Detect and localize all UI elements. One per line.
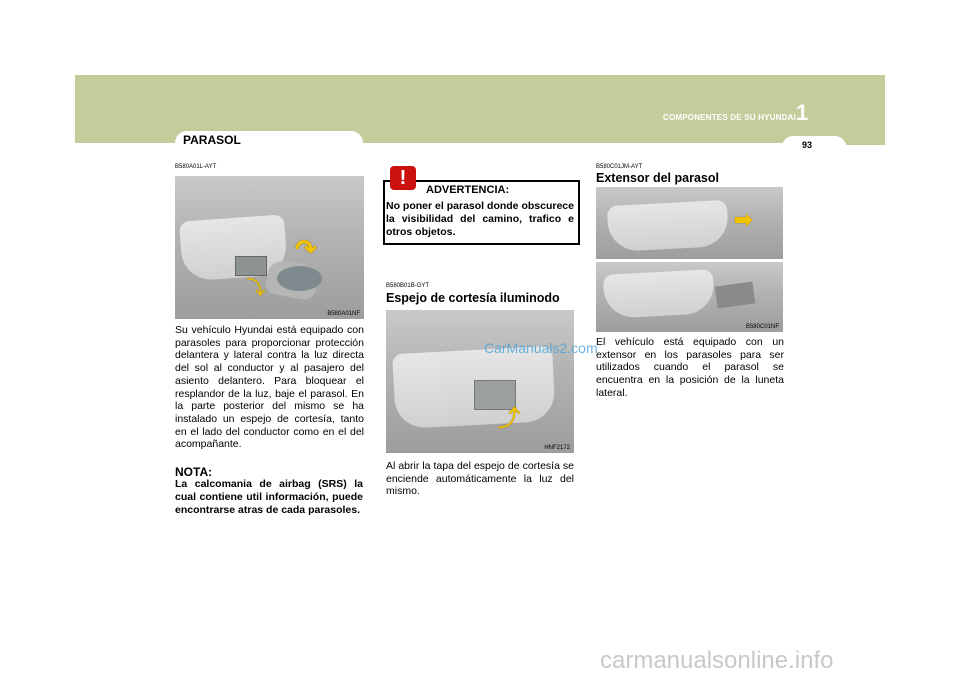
right-code: B580C01JM-AYT <box>596 164 643 170</box>
extensor-photo-top <box>596 187 783 259</box>
note-title: NOTA: <box>175 465 213 479</box>
arrow-up-icon: ⤴ <box>498 406 521 431</box>
extensor-photo-bottom <box>596 262 783 332</box>
warning-title: ADVERTENCIA: <box>426 184 510 196</box>
section-title: PARASOL <box>183 133 241 147</box>
image-label: B580A01NF <box>327 311 360 317</box>
note-text: La calcomania de airbag (SRS) la cual contiene util información, puede encontrarse atras de cada parasoles. <box>175 478 363 516</box>
right-title: Extensor del parasol <box>596 171 719 185</box>
watermark-overlay: CarManuals2.com <box>484 340 598 356</box>
left-code: B580A01L-AYT <box>175 164 217 170</box>
sun-visor-photo <box>175 176 364 319</box>
header-band-tab <box>846 75 885 145</box>
visor-extension <box>715 281 756 308</box>
right-body-text: El vehículo está equipado con un extensor en los parasoles para ser utilizados cuando el parasol se encuentra en la posición de la luneta lateral. <box>596 336 784 399</box>
image-label: HNF2172 <box>544 445 570 451</box>
arrow-curve-icon: ↷ <box>295 234 317 264</box>
chapter-title: COMPONENTES DE SU HYUNDAI <box>662 113 796 122</box>
chapter-number: 1 <box>796 100 809 125</box>
arrow-right-icon: ➡ <box>734 207 753 232</box>
warning-icon: ! <box>390 166 416 190</box>
middle-code: B580B01B-GYT <box>386 283 430 289</box>
watermark-footer: carmanualsonline.info <box>600 647 834 674</box>
rearview-mirror <box>277 266 322 291</box>
visor-shape <box>607 200 729 252</box>
warning-text: No poner el parasol donde obscurece la visibilidad del camino, trafico e otros objetos. <box>386 200 574 238</box>
vanity-mirror-photo <box>386 310 574 453</box>
middle-body-text: Al abrir la tapa del espejo de cortesía se enciende automáticamente la luz del mismo. <box>386 460 574 498</box>
mirror-shape <box>235 256 267 276</box>
arrow-down-icon: ⤵ <box>247 278 265 298</box>
middle-title: Espejo de cortesía iluminodo <box>386 291 560 305</box>
image-label: B580C01NF <box>745 324 779 330</box>
left-body-text: Su vehículo Hyundai está equipado con parasoles para proporcionar protección delantera y lateral contra la luz directa del sol al conductor y al pasajero del asiento delantero. Para bloquear el resplandor de la luz, baje el parasol. En la parte posterior del mismo se ha instalado un espejo de cortesía, tanto en el lado del conductor como en el del acompañante. <box>175 324 364 451</box>
page-number: 93 <box>801 140 812 150</box>
visor-shape <box>603 269 715 319</box>
